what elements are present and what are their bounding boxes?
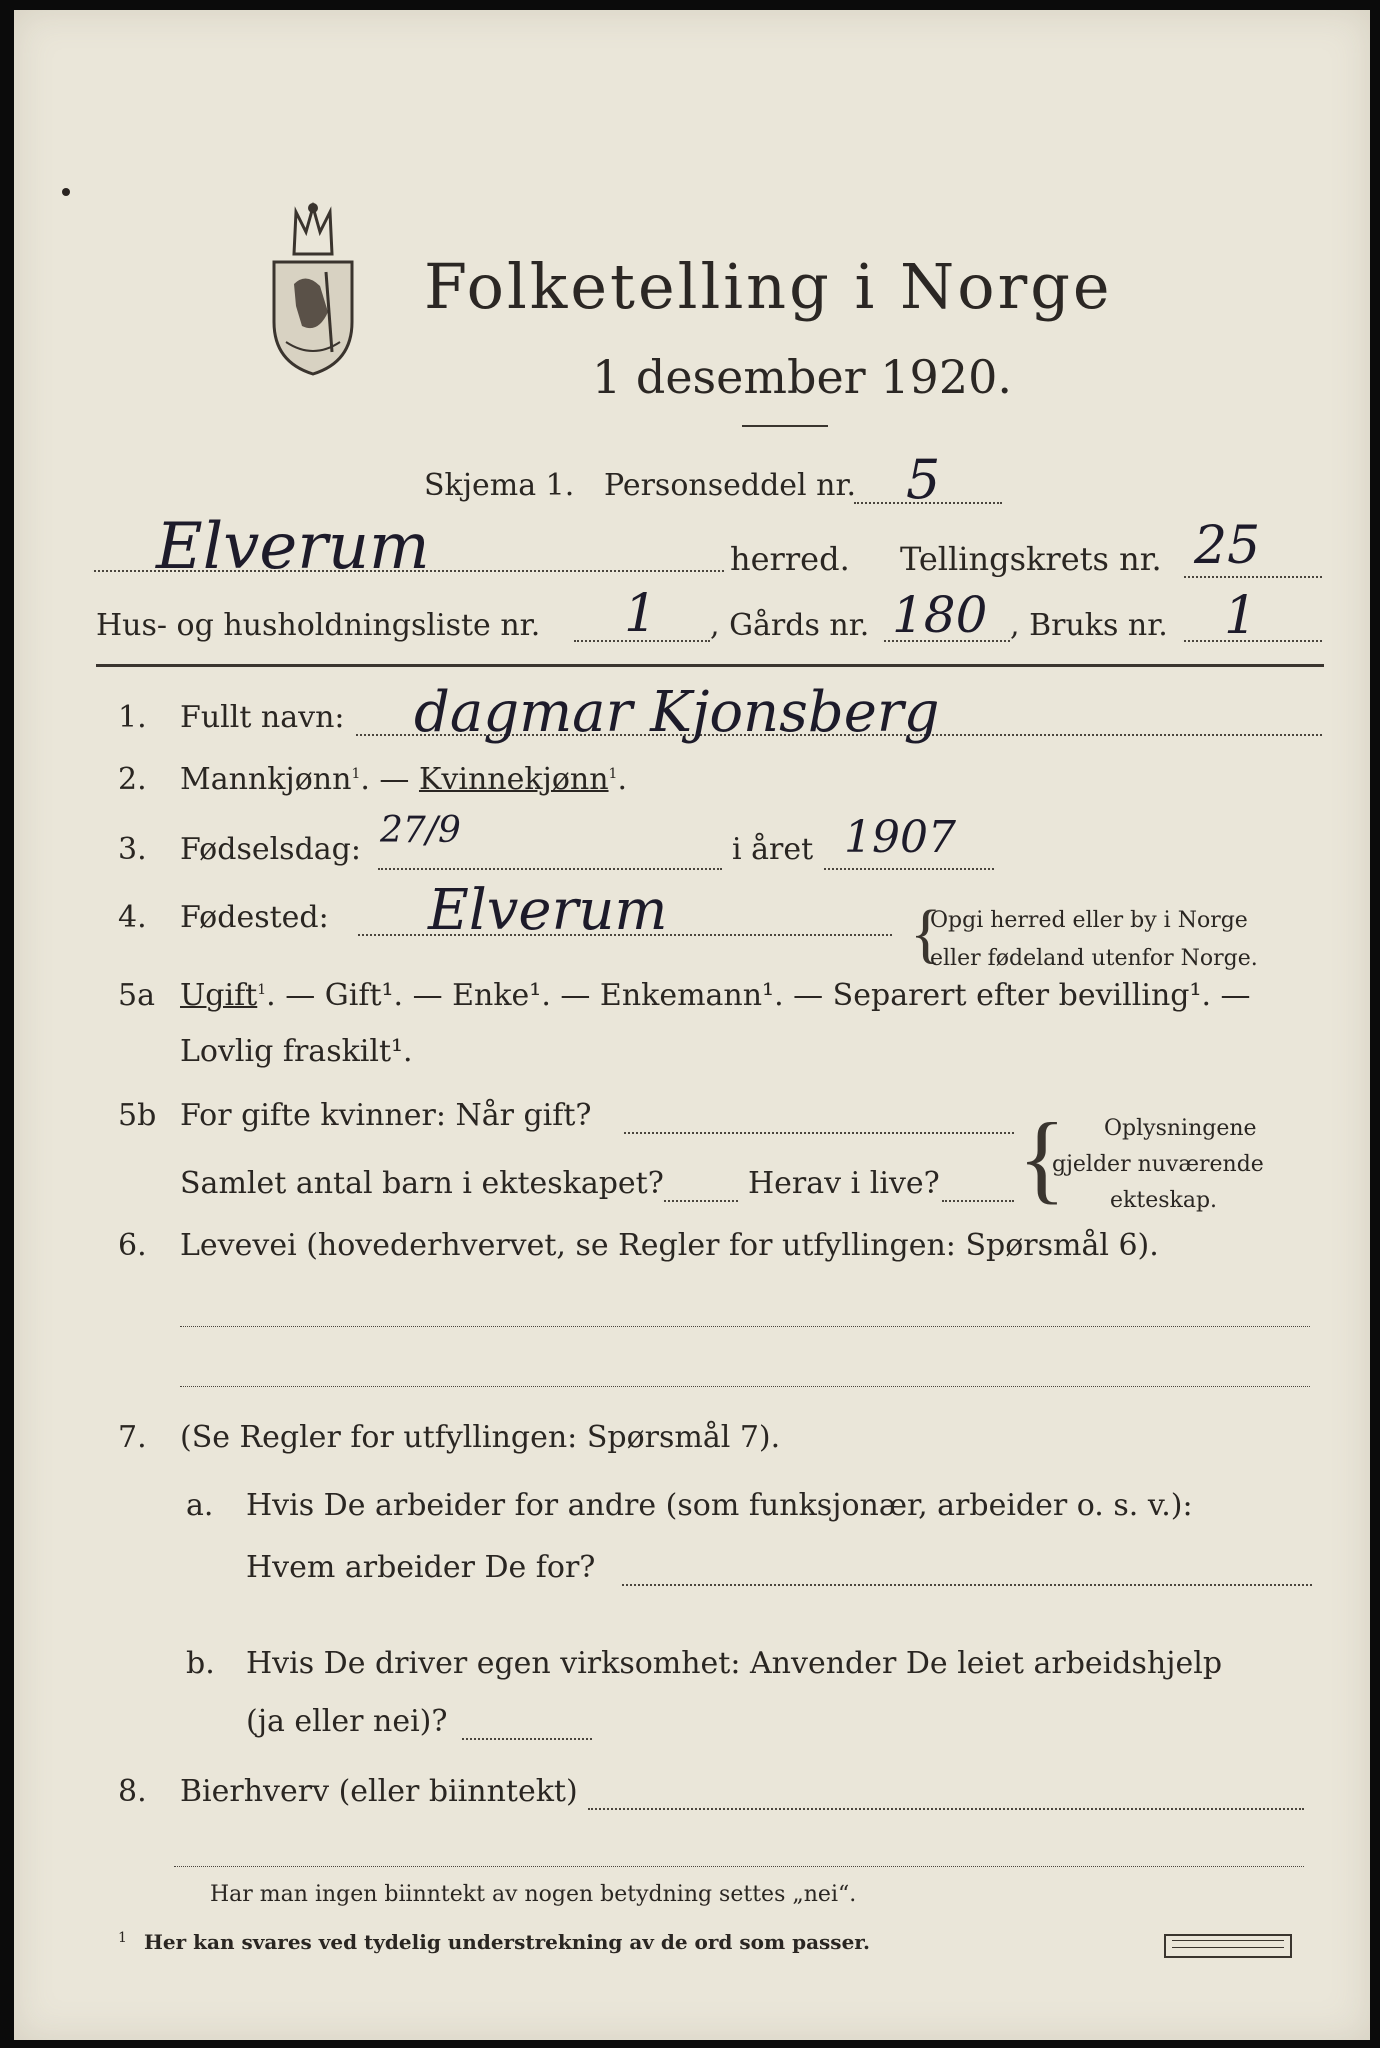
q3-year-line — [824, 868, 994, 870]
option-lovlig-fraskilt[interactable]: Lovlig fraskilt¹. — [180, 1034, 413, 1069]
q7-label: (Se Regler for utfyllingen: Spørsmål 7). — [180, 1420, 781, 1455]
option-kvinnekjonn-selected[interactable]: Kvinnekjønn — [418, 762, 609, 797]
q5b-married-line — [624, 1132, 1014, 1134]
option-other-marital-statuses[interactable]: . — Gift¹. — Enke¹. — Enkemann¹. — Separert efter bevilling¹. — — [266, 978, 1251, 1013]
herred-label: herred. — [730, 540, 850, 578]
q5b-alive-line — [942, 1200, 1014, 1202]
q4-label: Fødested: — [180, 900, 329, 935]
option-ugift-selected[interactable]: Ugift — [180, 978, 258, 1013]
q2-options — [180, 762, 627, 797]
q2-footnote-mark-2: 1 — [608, 766, 618, 782]
q3-year-label: i året — [732, 832, 814, 867]
q8-label: Bierhverv (eller biinntekt) — [180, 1774, 578, 1809]
q7b-answer-line — [462, 1738, 592, 1740]
q5b-number: 5b — [118, 1098, 157, 1133]
tellingskrets-line — [1184, 576, 1322, 578]
q3-label: Fødselsdag: — [180, 832, 361, 867]
census-date: 1 desember 1920. — [592, 350, 1012, 404]
q4-number: 4. — [118, 900, 147, 935]
q5a-number: 5a — [118, 978, 155, 1013]
bruks-value[interactable]: 1 — [1224, 586, 1258, 646]
q6-label: Levevei (hovederhvervet, se Regler for utfyllingen: Spørsmål 6). — [180, 1228, 1159, 1263]
note-no-income: Har man ingen biinntekt av nogen betydning settes „nei“. — [210, 1882, 857, 1907]
footnote-text: Her kan svares ved tydelig understrekning av de ord som passer. — [144, 1930, 870, 1954]
q5b-married-question: For gifte kvinner: Når gift? — [180, 1098, 592, 1133]
q6-answer-line-2 — [180, 1386, 1310, 1387]
q8-answer-line — [588, 1808, 1304, 1810]
q1-label: Fullt navn: — [180, 700, 345, 735]
q2-footnote-mark-1: 1 — [351, 766, 361, 782]
full-name-value[interactable]: dagmar Kjonsberg — [414, 680, 940, 745]
personseddel-label: Personseddel nr. — [604, 468, 857, 503]
q8-number: 8. — [118, 1774, 147, 1809]
herred-line — [94, 570, 724, 572]
census-form-page — [14, 10, 1370, 2040]
skjema-label: Skjema 1. — [424, 468, 575, 503]
birthplace-value[interactable]: Elverum — [428, 878, 668, 943]
header-divider — [96, 664, 1324, 667]
q5b-note-line3: ekteskap. — [1110, 1188, 1218, 1213]
q7b-line1: Hvis De driver egen virksomhet: Anvender De leiet arbeidshjelp — [246, 1646, 1223, 1681]
birth-year-value[interactable]: 1907 — [844, 812, 956, 863]
hus-label: Hus- og husholdningsliste nr. — [96, 608, 541, 643]
q3-line — [378, 868, 722, 870]
q2-end: . — [617, 762, 627, 797]
q4-brace: { — [910, 897, 942, 970]
option-mannkjonn[interactable]: Mannkjønn — [180, 762, 352, 797]
tellingskrets-label: Tellingskrets nr. — [900, 540, 1162, 578]
q2-separator: . — — [360, 762, 410, 797]
q5b-brace: { — [1018, 1102, 1066, 1213]
q6-number: 6. — [118, 1228, 147, 1263]
q4-note-line2: eller fødeland utenfor Norge. — [930, 946, 1258, 971]
bruks-label: , Bruks nr. — [1010, 608, 1168, 643]
hus-value[interactable]: 1 — [624, 584, 658, 644]
printer-stamp — [1164, 1934, 1292, 1958]
q5a-footnote-mark: 1 — [257, 982, 267, 998]
footnote-mark: 1 — [118, 1930, 127, 1946]
q4-note-line1: Opgi herred eller by i Norge — [930, 908, 1248, 933]
gards-label: , Gårds nr. — [710, 608, 870, 643]
q5b-alive-question: Herav i live? — [748, 1166, 940, 1201]
q7b-line2: (ja eller nei)? — [246, 1704, 448, 1739]
form-title: Folketelling i Norge — [424, 250, 1113, 323]
q5b-note-line1: Oplysningene — [1104, 1116, 1257, 1141]
q7b-number: b. — [186, 1646, 215, 1681]
q7a-line1: Hvis De arbeider for andre (som funksjonær, arbeider o. s. v.): — [246, 1488, 1193, 1523]
coat-of-arms-icon — [266, 202, 360, 382]
tellingskrets-value[interactable]: 25 — [1194, 516, 1261, 576]
q3-number: 3. — [118, 832, 147, 867]
birthdate-value[interactable]: 27/9 — [380, 810, 461, 851]
q5b-note-line2: gjelder nuværende — [1052, 1152, 1264, 1177]
q7-number: 7. — [118, 1420, 147, 1455]
q5a-options — [180, 978, 1251, 1013]
q5b-children-question: Samlet antal barn i ekteskapet? — [180, 1166, 664, 1201]
q7a-number: a. — [186, 1488, 214, 1523]
gards-value[interactable]: 180 — [892, 586, 988, 644]
title-divider — [742, 425, 828, 427]
q1-number: 1. — [118, 700, 147, 735]
q5b-children-line — [664, 1200, 738, 1202]
q8-answer-line-2 — [174, 1866, 1304, 1867]
ink-speck — [62, 188, 70, 196]
q7a-line2: Hvem arbeider De for? — [246, 1550, 596, 1585]
q2-number: 2. — [118, 762, 147, 797]
q6-answer-line-1 — [180, 1326, 1310, 1327]
personseddel-value[interactable]: 5 — [906, 448, 941, 511]
q7a-answer-line — [622, 1584, 1312, 1586]
herred-value[interactable]: Elverum — [156, 510, 430, 584]
